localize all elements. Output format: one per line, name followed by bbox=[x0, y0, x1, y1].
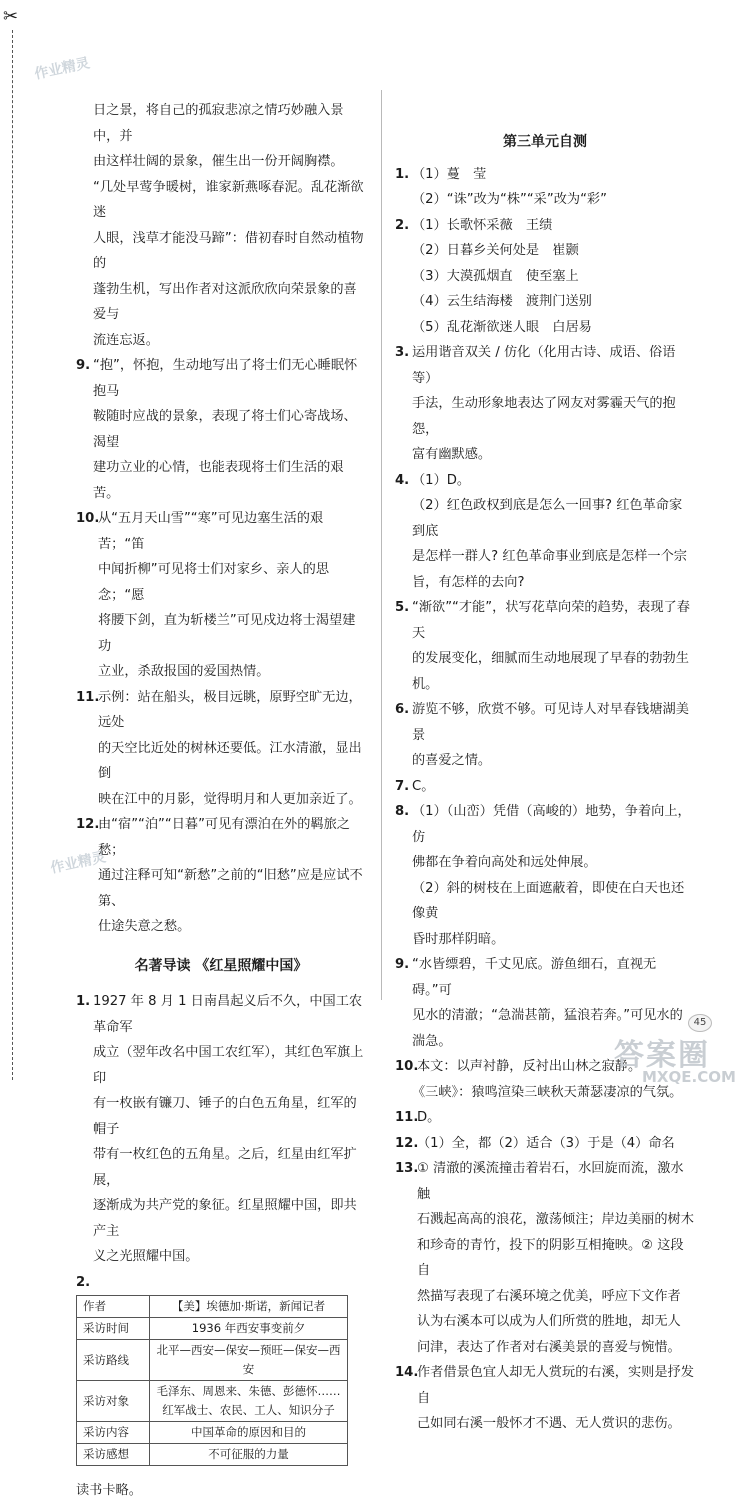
answer-line bbox=[76, 914, 366, 940]
answer-line bbox=[76, 1193, 366, 1244]
answer-text: （1）长歌怀采薇 王绩 bbox=[412, 217, 553, 233]
answer-line bbox=[395, 442, 695, 468]
answer-text: 将腰下剑，直为斩楼兰”可见戍边将士渴望建功 bbox=[98, 613, 356, 654]
answer-text: （1）蔓 莹 bbox=[412, 166, 487, 182]
answer-text: “抱”，怀抱，生动地写出了将士们无心睡眠怀抱马 bbox=[93, 358, 358, 399]
scissors-icon: ✂ bbox=[3, 6, 19, 27]
cut-line bbox=[12, 30, 13, 1080]
table-row bbox=[77, 1381, 348, 1422]
table-value bbox=[150, 1296, 348, 1318]
table-key: 作者 bbox=[77, 1296, 150, 1318]
answer-text: 带有一枚红色的五角星。之后，红星由红军扩展， bbox=[93, 1147, 357, 1188]
item-number bbox=[76, 863, 98, 914]
table-value-line: 【美】埃德加·斯诺，新闻记者 bbox=[171, 1299, 326, 1313]
item-number bbox=[395, 1309, 417, 1335]
item-number bbox=[395, 493, 412, 544]
item-number bbox=[395, 238, 412, 264]
item-number: 2. bbox=[395, 217, 410, 233]
answer-text: 映在江中的月影，觉得明月和人更加亲近了。 bbox=[98, 791, 362, 807]
answer-text: 石溅起高高的浪花，激荡倾注；岸边美丽的树木 bbox=[417, 1212, 694, 1227]
answer-text: 的喜爱之情。 bbox=[412, 753, 492, 768]
answer-line bbox=[76, 787, 366, 813]
answer-text: 通过注释可知“新愁”之前的“旧愁”应是应试不第、 bbox=[98, 868, 363, 909]
answer-line bbox=[395, 213, 695, 239]
item-number: 12. bbox=[76, 817, 100, 832]
watermark: 作业精灵 bbox=[49, 849, 108, 877]
item-number: 5. bbox=[395, 600, 410, 615]
answer-text: 有一枚嵌有镰刀、锤子的白色五角星，红军的帽子 bbox=[93, 1096, 357, 1137]
item-number bbox=[395, 187, 412, 213]
answer-text: 从“五月天山雪”“寒”可见边塞生活的艰苦；“笛 bbox=[98, 511, 324, 552]
answer-line bbox=[76, 685, 366, 736]
answer-line bbox=[76, 989, 366, 1040]
answer-text: 然描写表现了右溪环境之优美，呼应下文作者 bbox=[417, 1288, 681, 1304]
item-number: 2. bbox=[76, 1274, 91, 1290]
item-number bbox=[76, 914, 98, 940]
answer-line bbox=[395, 544, 695, 570]
item-number bbox=[395, 315, 412, 341]
table-row bbox=[77, 1296, 348, 1318]
intro-line: 日之景，将自己的孤寂悲凉之情巧妙融入景中，并 bbox=[93, 103, 344, 144]
intro-line: 人眼，浅草才能没马蹄”：借初春时自然动植物的 bbox=[93, 230, 364, 271]
table-row bbox=[77, 1444, 348, 1466]
answer-text: 由“宿”“泊”“日暮”可见有漂泊在外的羁旅之愁； bbox=[98, 817, 350, 858]
section-title: 名著导读 《红星照耀中国》 bbox=[134, 957, 308, 974]
left-column bbox=[76, 98, 366, 1504]
item-number: 9. bbox=[76, 358, 91, 373]
logo-url: MXQE.COM bbox=[642, 1068, 736, 1086]
table-key: 采访路线 bbox=[77, 1340, 150, 1381]
item-number bbox=[76, 1091, 93, 1142]
table-value-line: 1936 年西安事变前夕 bbox=[191, 1321, 306, 1335]
right-column bbox=[395, 98, 695, 1437]
answer-line bbox=[76, 1091, 366, 1142]
item-number bbox=[395, 1335, 417, 1361]
item-number bbox=[76, 455, 93, 506]
answer-text: 旨，有怎样的去向? bbox=[412, 574, 525, 590]
logo-watermark: 答案圈 bbox=[614, 1038, 710, 1073]
answer-text: （1）（山峦）凭借（高峻的）地势，争着向上，仿 bbox=[412, 804, 691, 845]
answer-line bbox=[395, 799, 695, 850]
answer-text: 认为右溪本可以成为人们所赏的胜地，却无人 bbox=[417, 1314, 681, 1329]
answer-text: 立业，杀敌报国的爱国热情。 bbox=[98, 664, 270, 679]
answer-line bbox=[395, 1284, 695, 1310]
item-number: 11. bbox=[395, 1110, 419, 1125]
item-number: 6. bbox=[395, 702, 410, 717]
answer-line bbox=[395, 340, 695, 391]
intro-line: “几处早莺争暖树，谁家新燕啄春泥。乱花渐欲迷 bbox=[93, 179, 364, 220]
item-number bbox=[395, 1003, 412, 1054]
item-number bbox=[395, 1080, 412, 1106]
answer-line bbox=[395, 748, 695, 774]
answer-line bbox=[395, 264, 695, 290]
item-number bbox=[395, 1411, 417, 1437]
item-number bbox=[76, 404, 93, 455]
item-number bbox=[395, 646, 412, 697]
answer-text: 建功立业的心情，也能表现将士们生活的艰苦。 bbox=[93, 460, 344, 501]
item-number bbox=[76, 1142, 93, 1193]
answer-text: （3）大漠孤烟直 使至塞上 bbox=[412, 268, 579, 284]
answer-line bbox=[76, 1244, 366, 1270]
answer-line bbox=[395, 162, 695, 188]
answer-text: 逐渐成为共产党的象征。红星照耀中国，即共产主 bbox=[93, 1198, 357, 1239]
answer-text: 是怎样一群人? 红色革命事业到底是怎样一个宗 bbox=[412, 549, 687, 564]
answer-text: D。 bbox=[417, 1110, 441, 1125]
item-number bbox=[76, 1193, 93, 1244]
table-value-line: 红军战士、农民、工人、知识分子 bbox=[162, 1403, 335, 1417]
answer-text: 《三峡》：猿鸣渲染三峡秋天萧瑟凄凉的气氛。 bbox=[412, 1084, 683, 1100]
item-number bbox=[395, 1284, 417, 1310]
item-number: 7. bbox=[395, 778, 410, 794]
answer-line bbox=[395, 927, 695, 953]
answer-line bbox=[395, 468, 695, 494]
answer-line bbox=[76, 736, 366, 787]
answer-text: “水皆缥碧，千丈见底。游鱼细石，直视无碍。”可 bbox=[412, 957, 657, 998]
item-number: 13. bbox=[395, 1161, 419, 1176]
answer-text: 见水的清澈；“急湍甚箭，猛浪若奔。”可见水的湍急。 bbox=[412, 1008, 683, 1049]
answer-line bbox=[395, 1233, 695, 1284]
item-number bbox=[76, 608, 98, 659]
answer-line bbox=[76, 557, 366, 608]
item-number bbox=[395, 850, 412, 876]
item-number bbox=[76, 659, 98, 685]
answer-text: 佛都在争着向高处和远处伸展。 bbox=[412, 855, 597, 870]
answer-item bbox=[76, 1270, 366, 1296]
answer-text: 1927 年 8 月 1 日南昌起义后不久，中国工农革命军 bbox=[93, 994, 363, 1035]
unit-test-title: 第三单元自测 bbox=[503, 134, 587, 150]
item-number: 4. bbox=[395, 472, 410, 488]
item-number: 1. bbox=[395, 166, 410, 182]
table-key: 采访时间 bbox=[77, 1318, 150, 1340]
answer-line bbox=[395, 289, 695, 315]
footer-note: 读书卡略。 bbox=[76, 1483, 142, 1498]
answer-line bbox=[76, 506, 366, 557]
table-value-line: 中国革命的原因和目的 bbox=[191, 1425, 306, 1439]
answer-line bbox=[395, 1309, 695, 1335]
item-number bbox=[76, 736, 98, 787]
column-divider bbox=[381, 90, 382, 1000]
answer-list bbox=[76, 353, 366, 940]
answer-text: 手法，生动形象地表达了网友对雾霾天气的抱怨， bbox=[412, 396, 676, 437]
item-number: 10. bbox=[395, 1059, 419, 1074]
answer-line bbox=[395, 570, 695, 596]
answer-line bbox=[395, 1411, 695, 1437]
item-number bbox=[395, 570, 412, 596]
answer-line bbox=[395, 1156, 695, 1207]
answer-line bbox=[395, 850, 695, 876]
answer-text: 的发展变化，细腻而生动地展现了早春的勃勃生机。 bbox=[412, 651, 689, 692]
table-value bbox=[150, 1381, 348, 1422]
item-number bbox=[76, 1040, 93, 1091]
answer-text: C。 bbox=[412, 778, 435, 794]
answer-line bbox=[395, 1207, 695, 1233]
answer-line bbox=[395, 1105, 695, 1131]
answer-text: 富有幽默感。 bbox=[412, 447, 492, 462]
table-key: 采访内容 bbox=[77, 1422, 150, 1444]
answer-line bbox=[395, 391, 695, 442]
answer-text: （2）日暮乡关何处是 崔颢 bbox=[412, 243, 579, 258]
item-number: 11. bbox=[76, 689, 100, 705]
answer-text: （2）“诛”改为“株”“采”改为“彩” bbox=[412, 192, 607, 207]
item-number bbox=[76, 1244, 93, 1270]
answer-line bbox=[395, 187, 695, 213]
page-number: 45 bbox=[688, 1014, 712, 1032]
answer-text: 成立（翌年改名中国工农红军），其红色军旗上印 bbox=[93, 1045, 364, 1086]
answer-line bbox=[76, 659, 366, 685]
item-number bbox=[395, 442, 412, 468]
answer-line bbox=[395, 238, 695, 264]
item-number: 14. bbox=[395, 1365, 419, 1380]
item-number bbox=[395, 289, 412, 315]
item-number bbox=[395, 544, 412, 570]
answer-text: 本文：以声衬静，反衬出山林之寂静。 bbox=[417, 1059, 642, 1074]
item-number bbox=[395, 927, 412, 953]
watermark: 作业精灵 bbox=[33, 55, 92, 83]
answer-line bbox=[395, 315, 695, 341]
answer-text: “渐欲”“才能”，状写花草向荣的趋势，表现了春天 bbox=[412, 600, 690, 641]
answer-text: 作者借景色宜人却无人赏玩的右溪，实则是抒发自 bbox=[417, 1365, 694, 1406]
item-number: 10. bbox=[76, 511, 100, 526]
answer-item bbox=[76, 989, 366, 1270]
answer-line bbox=[395, 493, 695, 544]
table-value-line: 不可征服的力量 bbox=[208, 1447, 289, 1461]
answer-text: ① 清澈的溪流撞击着岩石，水回旋而流，激水触 bbox=[417, 1161, 684, 1202]
answer-line bbox=[395, 952, 695, 1003]
table-key: 采访对象 bbox=[77, 1381, 150, 1422]
answer-line bbox=[395, 1360, 695, 1411]
answer-text: （1）全，都（2）适合（3）于是（4）命名 bbox=[417, 1135, 675, 1151]
answer-text: 仕途失意之愁。 bbox=[98, 919, 191, 934]
table-value bbox=[150, 1340, 348, 1381]
answer-line bbox=[395, 1335, 695, 1361]
item-number: 3. bbox=[395, 345, 410, 360]
answer-text: （1）D。 bbox=[412, 472, 471, 488]
answer-text: （5）乱花渐欲迷人眼 白居易 bbox=[412, 319, 592, 335]
answer-line bbox=[76, 1142, 366, 1193]
answer-list bbox=[395, 162, 695, 1437]
answer-line bbox=[76, 608, 366, 659]
item-number: 12. bbox=[395, 1135, 419, 1151]
table-row bbox=[77, 1422, 348, 1444]
answer-text: （4）云生结海楼 渡荆门送别 bbox=[412, 294, 592, 309]
item-number: 1. bbox=[76, 994, 91, 1009]
answer-text: 游览不够，欣赏不够。可见诗人对早春钱塘湖美景 bbox=[412, 702, 689, 743]
table-value bbox=[150, 1422, 348, 1444]
answer-line bbox=[76, 1040, 366, 1091]
answer-text: 运用谐音双关 / 仿化（化用古诗、成语、俗语等） bbox=[412, 345, 676, 386]
answer-line bbox=[395, 646, 695, 697]
answer-line bbox=[395, 697, 695, 748]
intro-line: 由这样壮阔的景象，催生出一份开阔胸襟。 bbox=[93, 154, 344, 169]
table-value bbox=[150, 1444, 348, 1466]
answer-line bbox=[76, 863, 366, 914]
answer-line bbox=[395, 774, 695, 800]
answer-text: 和珍奇的青竹，投下的阴影互相掩映。② 这段自 bbox=[417, 1237, 684, 1278]
intro-line: 流连忘返。 bbox=[93, 332, 159, 348]
answer-line bbox=[395, 595, 695, 646]
answer-line bbox=[76, 812, 366, 863]
item-number bbox=[395, 876, 412, 927]
table-key: 采访感想 bbox=[77, 1444, 150, 1466]
table-value-line: 北平—西安—保安—预旺—保安—西安 bbox=[156, 1343, 341, 1376]
answer-text: 中闻折柳”可见将士们对家乡、亲人的思念；“愿 bbox=[98, 562, 330, 603]
answer-text: 鞍随时应战的景象，表现了将士们心寄战场、渴望 bbox=[93, 409, 357, 450]
table-row bbox=[77, 1318, 348, 1340]
answer-line bbox=[76, 353, 366, 404]
answer-text: 问津，表达了作者对右溪美景的喜爱与惋惜。 bbox=[417, 1339, 681, 1355]
answer-text: 示例：站在船头，极目远眺，原野空旷无边，远处 bbox=[98, 689, 362, 730]
answer-text: 己如同右溪一般怀才不遇、无人赏识的悲伤。 bbox=[417, 1416, 681, 1431]
item-number bbox=[395, 391, 412, 442]
answer-line bbox=[76, 404, 366, 455]
item-number bbox=[395, 748, 412, 774]
item-number bbox=[76, 557, 98, 608]
table-value-line: 毛泽东、周恩来、朱德、彭德怀…… bbox=[156, 1384, 341, 1398]
intro-line: 蓬勃生机，写出作者对这派欣欣向荣景象的喜爱与 bbox=[93, 281, 357, 322]
item-number bbox=[395, 264, 412, 290]
answer-text: （2）斜的树枝在上面遮蔽着，即使在白天也还像黄 bbox=[412, 880, 685, 921]
item-number: 9. bbox=[395, 957, 410, 972]
answer-line bbox=[395, 1131, 695, 1157]
table-value bbox=[150, 1318, 348, 1340]
item-number bbox=[395, 1207, 417, 1233]
item-number: 8. bbox=[395, 804, 410, 819]
answer-line bbox=[395, 876, 695, 927]
answer-text: （2）红色政权到底是怎么一回事? 红色革命家到底 bbox=[412, 498, 683, 539]
answer-text: 义之光照耀中国。 bbox=[93, 1249, 199, 1264]
interview-table bbox=[76, 1295, 348, 1466]
table-row bbox=[77, 1340, 348, 1381]
answer-text: 的天空比近处的树林还要低。江水清澈，显出倒 bbox=[98, 740, 362, 781]
item-number bbox=[395, 1233, 417, 1284]
item-number bbox=[76, 787, 98, 813]
answer-text: 昏时那样阴暗。 bbox=[412, 931, 505, 947]
answer-line bbox=[76, 455, 366, 506]
